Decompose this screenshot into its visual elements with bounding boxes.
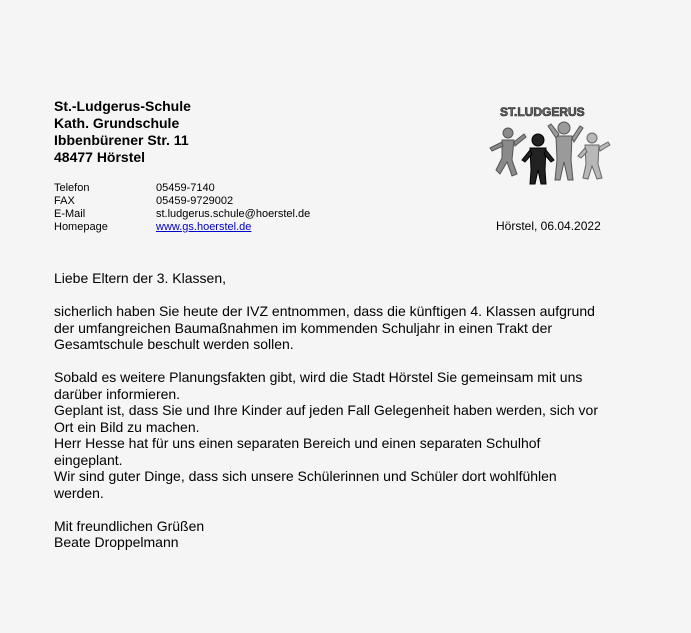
contact-label: Telefon	[54, 182, 90, 194]
body-line: sicherlich haben Sie heute der IVZ entnommen, dass die künftigen 4. Klassen aufgrund	[54, 303, 595, 319]
closing: Mit freundlichen Grüßen	[54, 517, 205, 534]
school-name: St.-Ludgerus-Schule	[54, 98, 191, 114]
body-line: darüber informieren.	[54, 385, 181, 402]
homepage-link[interactable]: www.gs.hoerstel.de	[156, 221, 252, 233]
body-line: der umfangreichen Baumaßnahmen im kommenden Schuljahr in einen Trakt der	[54, 319, 553, 336]
body-line: Sobald es weitere Planungsfakten gibt, wird die Stadt Hörstel Sie gemeinsam mit uns	[54, 369, 583, 385]
school-type: Kath. Grundschule	[54, 115, 180, 131]
salutation: Liebe Eltern der 3. Klassen,	[54, 270, 226, 286]
logo-text: ST.LUDGERUS	[500, 105, 585, 119]
letter-date: Hörstel, 06.04.2022	[496, 219, 601, 233]
body-line: Herr Hesse hat für uns einen separaten Bereich und einen separaten Schulhof	[54, 435, 541, 451]
contact-value: st.ludgerus.schule@hoerstel.de	[156, 208, 311, 220]
contact-label: E-Mail	[54, 208, 86, 220]
contact-label: FAX	[54, 195, 75, 207]
contact-row-phone	[54, 182, 310, 195]
school-street: Ibbenbürener Str. 11	[54, 132, 189, 148]
body-line: Ort ein Bild zu machen.	[54, 418, 200, 435]
body-line: Wir sind guter Dinge, dass sich unsere Schülerinnen und Schüler dort wohlfühlen	[54, 468, 557, 484]
contact-value: 05459-9729002	[156, 195, 234, 207]
school-logo	[488, 98, 616, 188]
contact-value: 05459-7140	[156, 182, 215, 194]
contact-row-email	[54, 208, 310, 221]
signature: Beate Droppelmann	[54, 534, 179, 550]
body-line: Geplant ist, dass Sie und Ihre Kinder auf jeden Fall Gelegenheit haben werden, sich vor	[54, 402, 598, 418]
contact-row-homepage	[54, 221, 310, 234]
school-city: 48477 Hörstel	[54, 149, 146, 165]
contact-row-fax	[54, 195, 310, 208]
body-line: eingeplant.	[54, 451, 123, 468]
contact-label: Homepage	[54, 221, 108, 233]
contact-table	[54, 182, 310, 234]
school-address	[54, 98, 191, 166]
letter-body	[54, 270, 634, 551]
body-line: Gesamtschule beschult werden sollen.	[54, 336, 294, 352]
body-line: werden.	[54, 484, 104, 501]
